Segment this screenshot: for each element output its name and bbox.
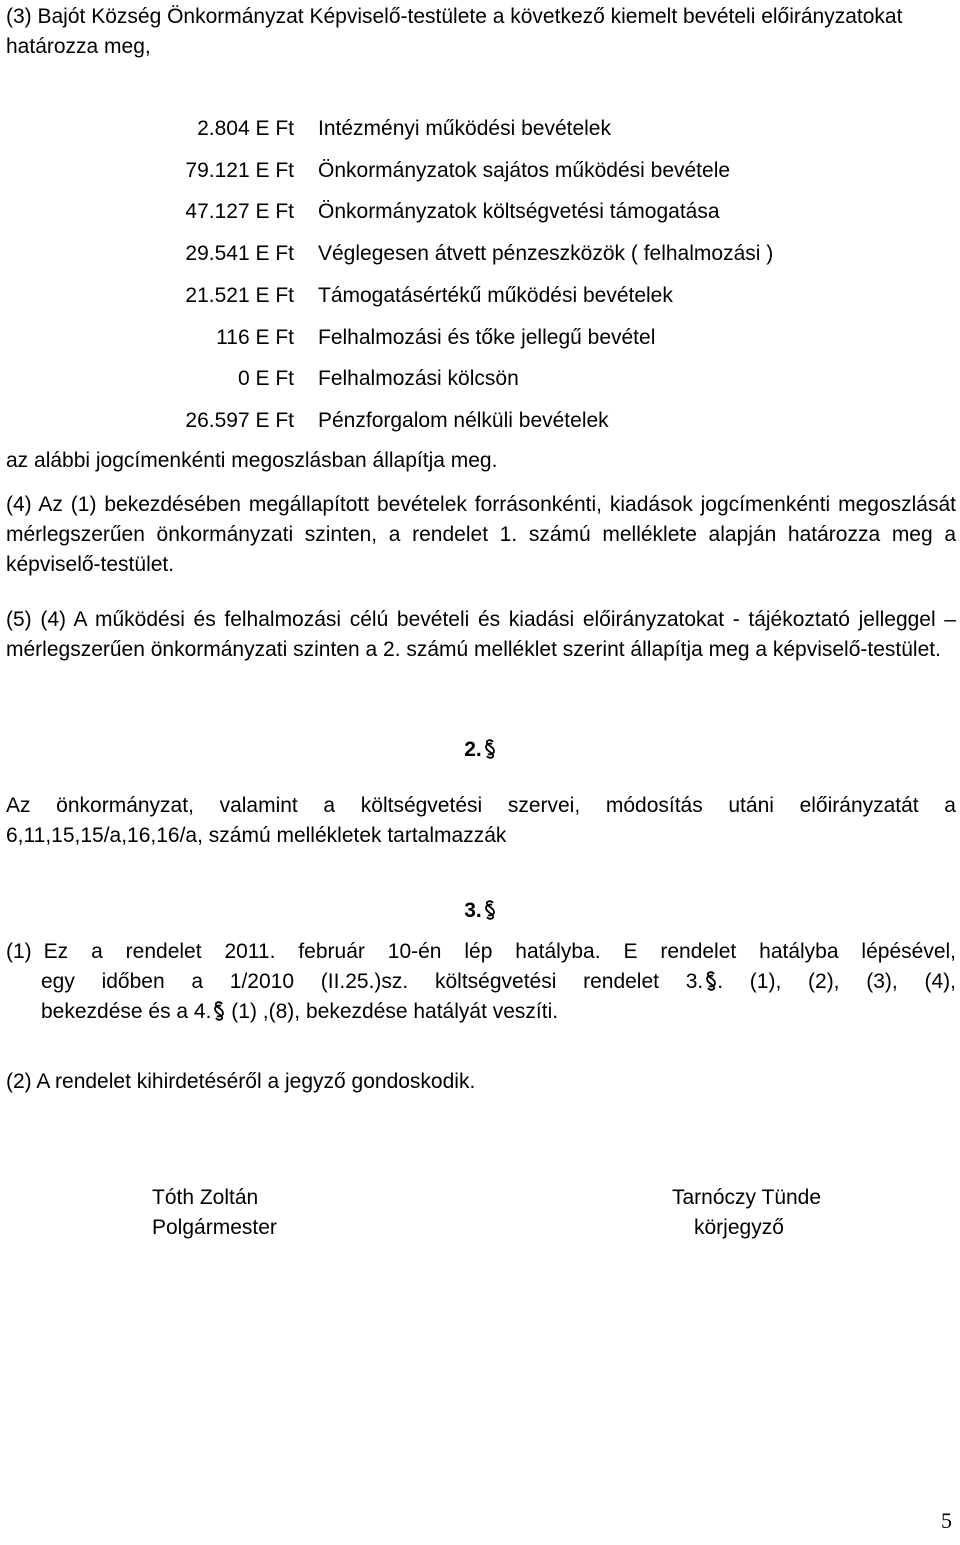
intro-end: az alábbi jogcímenkénti megoszlásban állapítja meg.: [6, 449, 498, 472]
line-3-text: bekezdése és a 4.: [41, 1000, 212, 1023]
line-1: Ez a rendelet 2011. február 10-én lép hatályba. E rendelet hatályba lépésével,: [43, 940, 956, 963]
revenue-amount: 116 E Ft: [216, 325, 294, 349]
line-2: [41, 967, 956, 997]
revenue-label: Felhalmozási és tőke jellegű bevétel: [318, 325, 656, 349]
section-2-text: Az önkormányzat, valamint a költségvetési szervei, módosítás utáni előirányzatát a 6,11,15,15/a,16,16/a, számú mellékletek tartalmazzák: [6, 794, 956, 847]
revenue-amount: 47.127 E Ft: [185, 200, 294, 224]
revenue-label: Véglegesen átvett pénzeszközök ( felhalmozási ): [318, 242, 774, 266]
revenue-amount: 2.804 E Ft: [197, 117, 294, 140]
section-3-paragraph-1: [6, 937, 956, 1027]
revenue-amount: 21.521 E Ft: [185, 283, 294, 307]
revenue-amount: 29.541 E Ft: [185, 242, 294, 266]
right-title: körjegyző: [694, 1216, 784, 1239]
line-2-text: egy időben a 1/2010 (II.25.)sz. költségvetési rendelet 3.: [41, 970, 704, 993]
revenue-amount: 79.121 E Ft: [185, 158, 294, 182]
intro-paragraph: (3) Bajót Község Önkormányzat Képviselő-testülete a következő kiemelt bevételi előirányzatokat határozza meg,: [6, 5, 903, 58]
revenue-label: Pénzforgalom nélküli bevételek: [318, 408, 609, 432]
section-3-paragraph-2: (2) A rendelet kihirdetéséről a jegyző gondoskodik.: [6, 1070, 476, 1093]
line-3-rest: (1) ,(8), bekezdése hatályát veszíti.: [225, 1000, 559, 1023]
section-3-heading: [0, 896, 960, 926]
section-sign-icon: [705, 971, 717, 991]
revenue-label: Önkormányzatok sajátos működési bevétele: [318, 158, 731, 182]
section-2-number: 2.: [464, 738, 482, 761]
paragraph-4: (4) Az (1) bekezdésében megállapított bevételek forrásonkénti, kiadások jogcímenkénti megoszlását mérlegszerűen önkormányzati szinten, a rendelet 1. számú melléklete alapján határozza meg a képviselő-testület.: [6, 493, 956, 576]
revenue-amount: 0 E Ft: [237, 367, 294, 391]
revenue-label: Támogatásértékű működési bevételek: [318, 283, 673, 307]
line-3: [41, 997, 956, 1027]
revenue-amount: 26.597 E Ft: [185, 408, 294, 432]
revenue-label: Felhalmozási kölcsön: [318, 367, 519, 391]
page-number: 5: [941, 1508, 952, 1533]
section-sign-icon: [484, 900, 496, 920]
section-sign-icon: [484, 739, 496, 759]
paragraph-number: (1): [6, 940, 32, 963]
revenue-label: Önkormányzatok költségvetési támogatása: [318, 200, 720, 224]
signature-left: [152, 1183, 277, 1243]
signature-right: [672, 1183, 821, 1243]
section-sign-icon: [213, 1001, 225, 1021]
left-title: Polgármester: [152, 1216, 277, 1239]
right-name: Tarnóczy Tünde: [672, 1186, 822, 1209]
section-2-heading: [0, 735, 960, 765]
paragraph-5: (5) (4) A működési és felhalmozási célú bevételi és kiadási előirányzatokat - tájékoztató jelleggel – mérlegszerűen önkormányzati szinten a 2. számú melléklet szerint állapítja meg a képviselő-testület.: [6, 608, 956, 661]
section-3-number: 3.: [464, 899, 482, 922]
revenue-label: Intézményi működési bevételek: [318, 117, 611, 140]
line-2-rest: . (1), (2), (3), (4),: [717, 970, 956, 993]
left-name: Tóth Zoltán: [152, 1186, 259, 1209]
